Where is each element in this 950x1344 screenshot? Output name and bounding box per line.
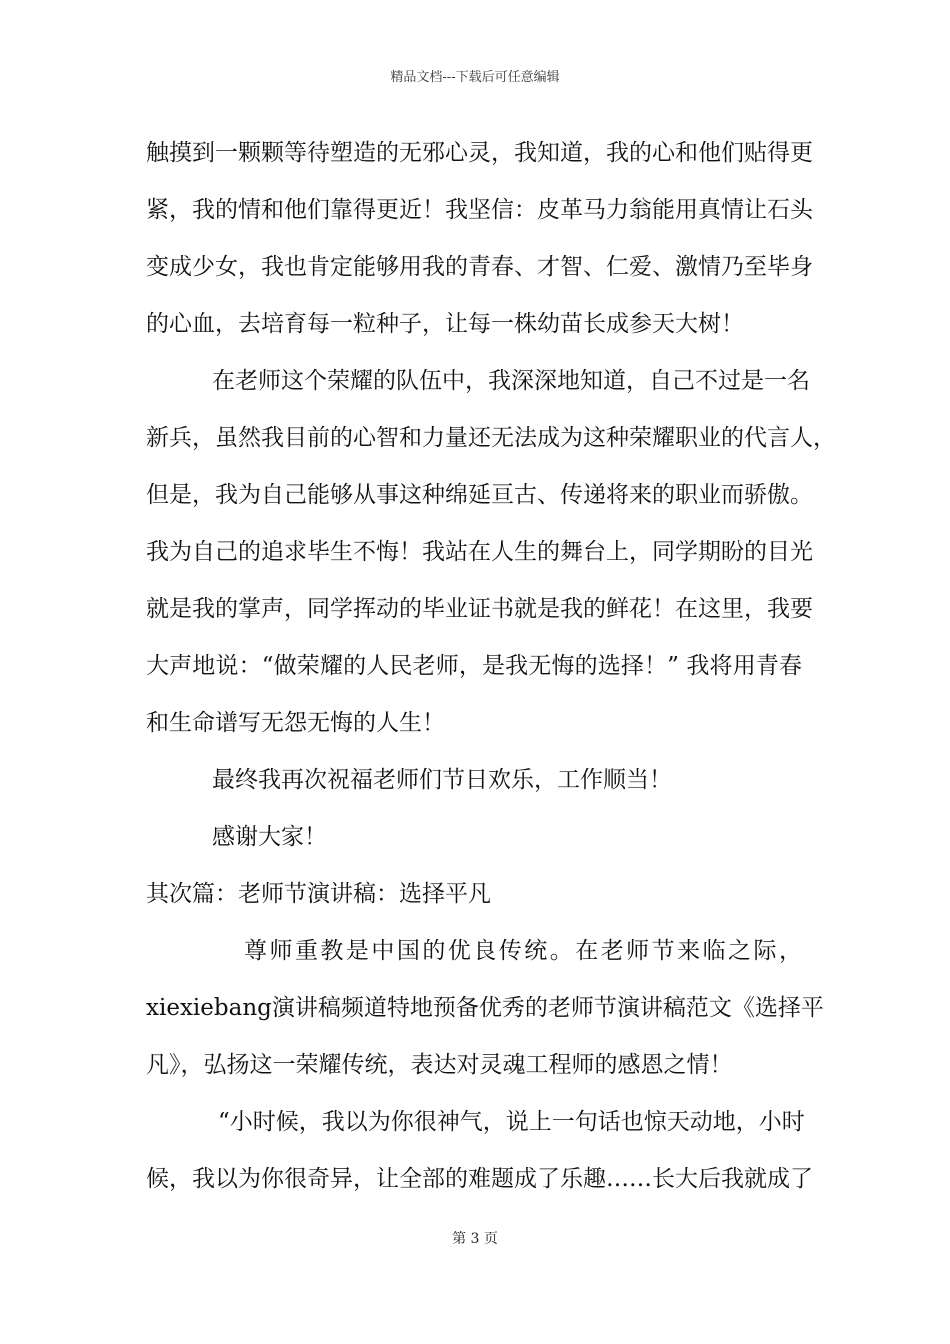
body-line: 尊师重教是中国的优良传统。在老师节来临之际， [244, 938, 802, 964]
body-line: 触摸到一颗颗等待塑造的无邪心灵，我知道，我的心和他们贴得更 [146, 140, 813, 166]
body-line: 凡》，弘扬这一荣耀传统，表达对灵魂工程师的感恩之情！ [146, 1052, 733, 1078]
body-line: 新兵，虽然我目前的心智和力量还无法成为这种荣耀职业的代言人， [146, 425, 836, 451]
body-line: 候，我以为你很奇异，让全部的难题成了乐趣……长大后我就成了 [146, 1166, 813, 1192]
body-line: 紧，我的情和他们靠得更近！我坚信：皮革马力翁能用真情让石头 [146, 197, 813, 223]
body-line: 大声地说：“做荣耀的人民老师，是我无悔的选择！” 我将用青春 [146, 653, 802, 679]
body-line: 在老师这个荣耀的队伍中，我深深地知道，自己不过是一名 [212, 368, 810, 394]
body-line: 最终我再次祝福老师们节日欢乐，工作顺当！ [212, 767, 672, 793]
body-line: 感谢大家！ [212, 824, 327, 850]
page-number: 第 3 页 [452, 1231, 498, 1247]
section-heading: 其次篇：老师节演讲稿：选择平凡 [146, 881, 491, 907]
body-line: “小时候，我以为你很神气，说上一句话也惊天动地，小时 [218, 1109, 805, 1135]
page-header: 精品文档---下载后可任意编辑 [390, 70, 560, 85]
body-line: 但是，我为自己能够从事这种绵延亘古、传递将来的职业而骄傲。 [146, 482, 813, 508]
body-line: 变成少女，我也肯定能够用我的青春、才智、仁爱、激情乃至毕身 [146, 254, 813, 280]
body-line: 和生命谱写无怨无悔的人生！ [146, 710, 445, 736]
body-line: 的心血，去培育每一粒种子，让每一株幼苗长成参天大树！ [146, 311, 744, 337]
body-line: 我为自己的追求毕生不悔！我站在人生的舞台上，同学期盼的目光 [146, 539, 813, 565]
body-line: xiexiebang演讲稿频道特地预备优秀的老师节演讲稿范文《选择平 [146, 995, 824, 1021]
body-line: 就是我的掌声，同学挥动的毕业证书就是我的鲜花！在这里，我要 [146, 596, 813, 622]
